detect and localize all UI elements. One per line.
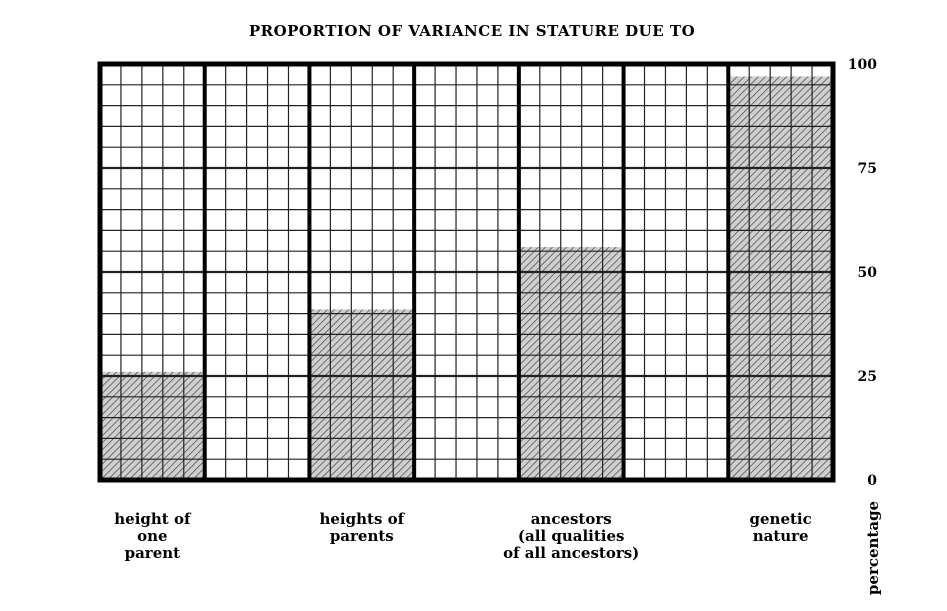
y-tick-label: 25 bbox=[857, 369, 877, 385]
y-tick-label: 0 bbox=[867, 473, 877, 489]
chart-title: PROPORTION OF VARIANCE IN STATURE DUE TO bbox=[248, 22, 696, 40]
bar-1 bbox=[100, 372, 205, 480]
category-label-1: height of one parent bbox=[114, 510, 191, 562]
y-tick-label: 50 bbox=[857, 265, 877, 281]
category-label-4: genetic nature bbox=[749, 510, 812, 545]
category-label-3: ancestors (all qualities of all ancestors) bbox=[503, 510, 640, 562]
category-label-2: heights of parents bbox=[319, 510, 405, 545]
y-axis-label: percentage bbox=[864, 500, 882, 596]
bar-3 bbox=[519, 247, 624, 480]
y-tick-label: 75 bbox=[857, 161, 877, 177]
bar-4 bbox=[728, 76, 833, 480]
bar-2 bbox=[309, 309, 414, 480]
y-tick-label: 100 bbox=[847, 57, 877, 73]
